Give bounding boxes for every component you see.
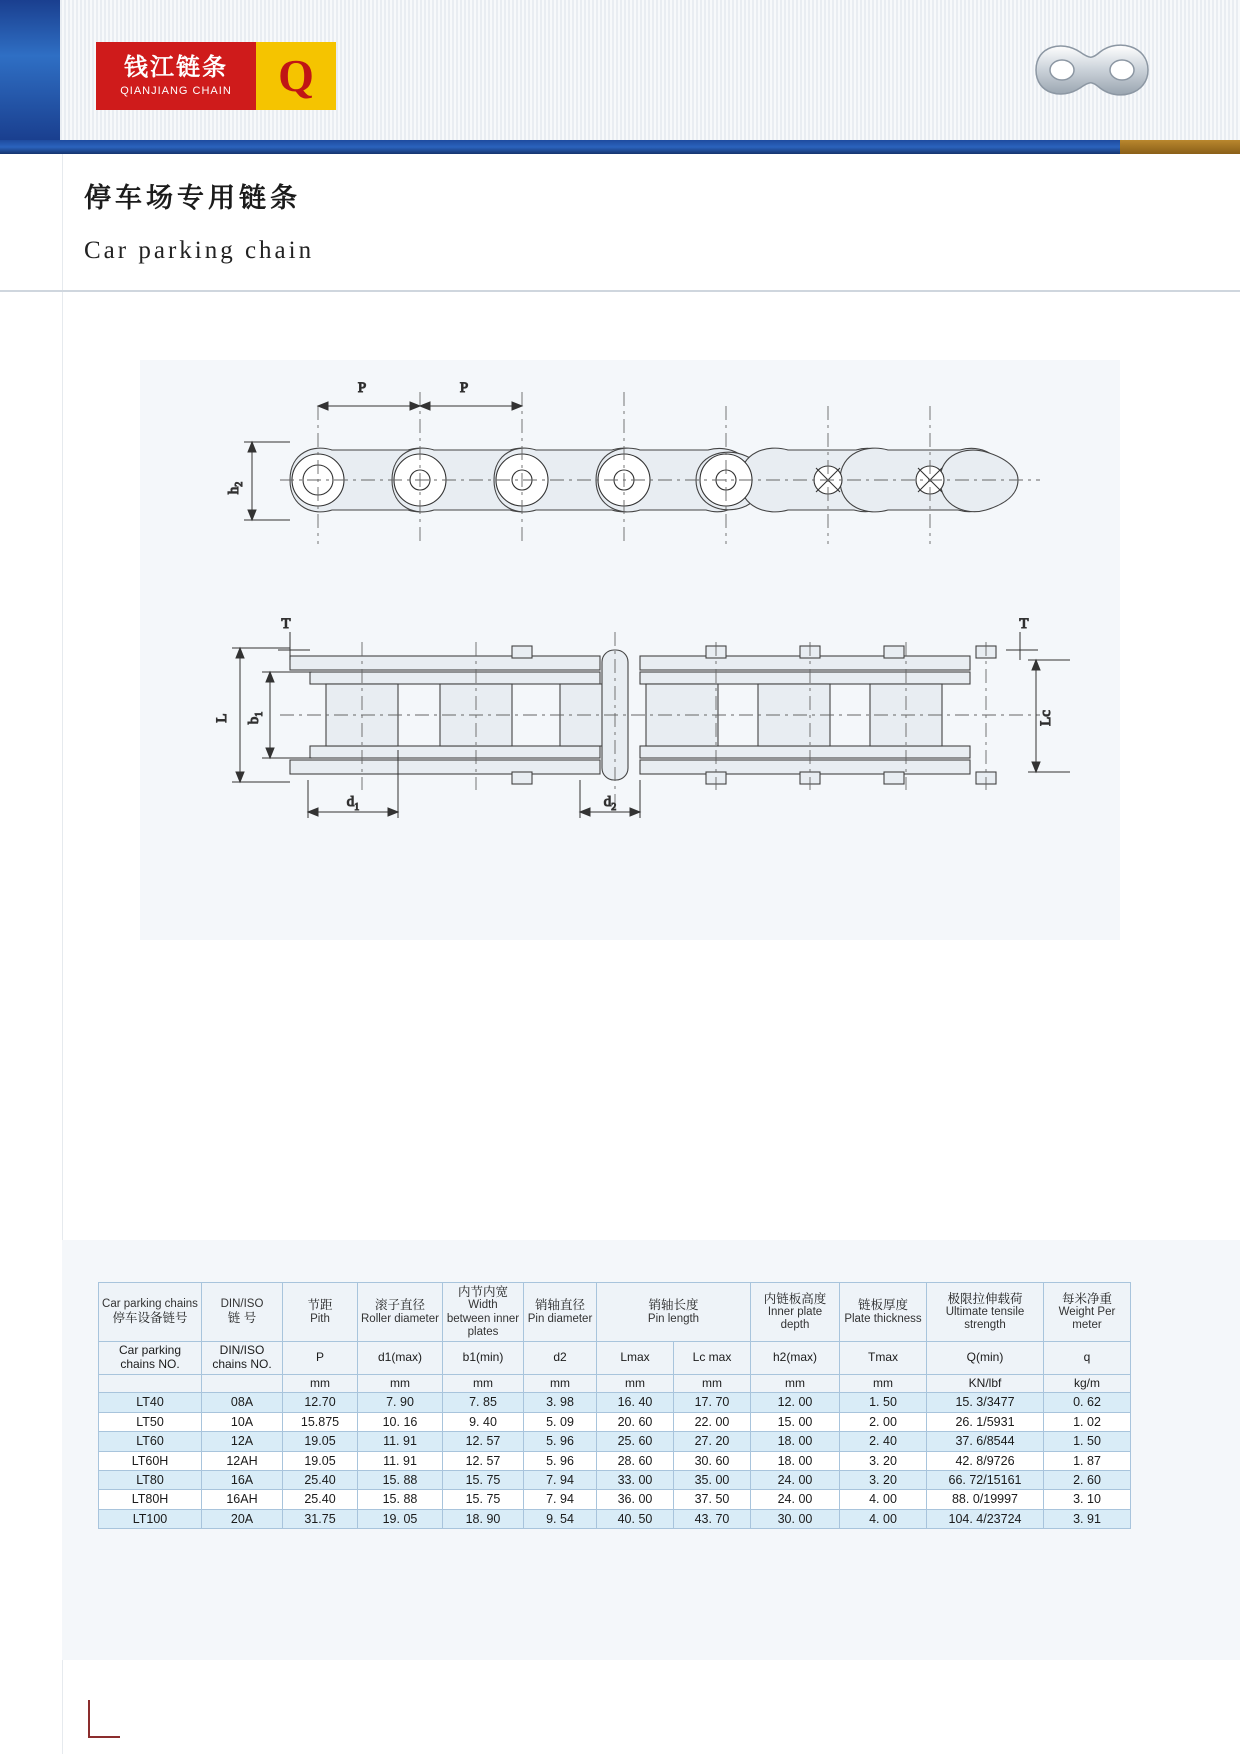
table-cell: 25. 60 (597, 1432, 674, 1451)
th-sym-10: Q(min) (927, 1342, 1044, 1375)
th-width-between-inner-plates: 内节内宽 Width between inner plates (443, 1283, 524, 1342)
table-cell: 16A (202, 1470, 283, 1489)
th-unit-3: mm (358, 1374, 443, 1393)
table-row (99, 1509, 1131, 1528)
table-cell: 20. 60 (597, 1412, 674, 1431)
table-cell: 27. 20 (674, 1432, 751, 1451)
table-cell: 31.75 (283, 1509, 358, 1528)
table-cell: LT50 (99, 1412, 202, 1431)
page-footer-mark (88, 1700, 120, 1738)
table-row (99, 1470, 1131, 1489)
table-cell: 9. 54 (524, 1509, 597, 1528)
th-sym-8: h2(max) (751, 1342, 840, 1375)
th-unit-5: mm (524, 1374, 597, 1393)
table-cell: 12. 00 (751, 1393, 840, 1412)
table-cell: 2. 40 (840, 1432, 927, 1451)
table-cell: LT60 (99, 1432, 202, 1451)
table-cell: 10. 16 (358, 1412, 443, 1431)
table-cell: 15. 88 (358, 1490, 443, 1509)
table-cell: 28. 60 (597, 1451, 674, 1470)
th-unit-2: mm (283, 1374, 358, 1393)
table-cell: 11. 91 (358, 1451, 443, 1470)
th-sym-3: d1(max) (358, 1342, 443, 1375)
dim-label-T-left: T (281, 616, 291, 632)
table-header-row-1 (99, 1283, 1131, 1342)
table-cell: 1. 87 (1044, 1451, 1131, 1470)
table-cell: 19. 05 (358, 1509, 443, 1528)
th-ultimate-tensile-strength: 极限拉伸载荷 Ultimate tensile strength (927, 1283, 1044, 1342)
table-cell: 11. 91 (358, 1432, 443, 1451)
table-cell: 43. 70 (674, 1509, 751, 1528)
table-cell: 17. 70 (674, 1393, 751, 1412)
dim-label-d1: $d_1$ (346, 794, 360, 813)
table-row (99, 1393, 1131, 1412)
table-cell: 26. 1/5931 (927, 1412, 1044, 1431)
table-cell: 18. 00 (751, 1432, 840, 1451)
table-body (99, 1393, 1131, 1529)
table-cell: 24. 00 (751, 1470, 840, 1489)
header-blue-bar (0, 0, 60, 140)
dim-label-p1: P (357, 380, 367, 396)
table-cell: 1. 50 (840, 1393, 927, 1412)
table-cell: 104. 4/23724 (927, 1509, 1044, 1528)
table-cell: 19.05 (283, 1432, 358, 1451)
table-head (99, 1283, 1131, 1393)
table-cell: 3. 98 (524, 1393, 597, 1412)
table-cell: LT80 (99, 1470, 202, 1489)
table-cell: 18. 00 (751, 1451, 840, 1470)
table-cell: 3. 91 (1044, 1509, 1131, 1528)
th-unit-10: KN/lbf (927, 1374, 1044, 1393)
table-cell: 1. 50 (1044, 1432, 1131, 1451)
table-cell: 66. 72/15161 (927, 1470, 1044, 1489)
table-row (99, 1432, 1131, 1451)
table-cell: 7. 90 (358, 1393, 443, 1412)
table-cell: 0. 62 (1044, 1393, 1131, 1412)
dim-label-Lc: Lc (1038, 710, 1054, 726)
table-cell: 15. 75 (443, 1470, 524, 1489)
logo-q-mark: Q (278, 50, 314, 101)
th-sym-5: d2 (524, 1342, 597, 1375)
th-unit-7: mm (674, 1374, 751, 1393)
th-unit-0 (99, 1374, 202, 1393)
logo-yellow-block (256, 42, 336, 110)
table-cell: 3. 10 (1044, 1490, 1131, 1509)
table-cell: 12A (202, 1432, 283, 1451)
table-cell: 7. 94 (524, 1470, 597, 1489)
table-cell: 20A (202, 1509, 283, 1528)
table-cell: LT60H (99, 1451, 202, 1470)
th-weight-per-meter: 每米净重 Weight Per meter (1044, 1283, 1131, 1342)
table-cell: 88. 0/19997 (927, 1490, 1044, 1509)
table-header-row-2 (99, 1342, 1131, 1375)
th-unit-4: mm (443, 1374, 524, 1393)
dim-label-T-right: T (1019, 616, 1029, 632)
dim-label-b1: $b_1$ (246, 711, 265, 725)
dim-label-L: L (214, 713, 230, 723)
table-cell: 08A (202, 1393, 283, 1412)
header-divider (0, 140, 1240, 154)
company-logo (96, 42, 336, 110)
th-unit-9: mm (840, 1374, 927, 1393)
table-cell: 15.875 (283, 1412, 358, 1431)
dim-label-p2: P (459, 380, 469, 396)
table-cell: 4. 00 (840, 1490, 927, 1509)
table-cell: 3. 20 (840, 1451, 927, 1470)
table-cell: 30. 60 (674, 1451, 751, 1470)
table-cell: 10A (202, 1412, 283, 1431)
logo-company-name-cn: 钱江链条 (124, 53, 228, 81)
th-sym-2: P (283, 1342, 358, 1375)
th-sym-0: Car parking chains NO. (99, 1342, 202, 1375)
table-cell: 19.05 (283, 1451, 358, 1470)
table-cell: 9. 40 (443, 1412, 524, 1431)
table-cell: 7. 85 (443, 1393, 524, 1412)
th-sym-6: Lmax (597, 1342, 674, 1375)
table-cell: LT40 (99, 1393, 202, 1412)
table-cell: 16. 40 (597, 1393, 674, 1412)
table-cell: 2. 60 (1044, 1470, 1131, 1489)
table-cell: 5. 09 (524, 1412, 597, 1431)
table-cell: 33. 00 (597, 1470, 674, 1489)
th-unit-1 (202, 1374, 283, 1393)
page-left-rail (0, 154, 63, 1754)
th-sym-1: DIN/ISO chains NO. (202, 1342, 283, 1375)
table-cell: 22. 00 (674, 1412, 751, 1431)
th-dinio-chains: DIN/ISO 链 号 (202, 1283, 283, 1342)
chain-specification-table (98, 1282, 1131, 1529)
table-cell: 30. 00 (751, 1509, 840, 1528)
logo-red-block (96, 42, 256, 110)
table-cell: 36. 00 (597, 1490, 674, 1509)
table-cell: 4. 00 (840, 1509, 927, 1528)
table-cell: 12.70 (283, 1393, 358, 1412)
page-title-cn: 停车场专用链条 (84, 183, 301, 213)
table-header-row-3 (99, 1374, 1131, 1393)
table-cell: LT100 (99, 1509, 202, 1528)
th-roller-diameter: 滚子直径 Roller diameter (358, 1283, 443, 1342)
table-cell: 15. 75 (443, 1490, 524, 1509)
table-cell: 15. 3/3477 (927, 1393, 1044, 1412)
page-title (84, 176, 314, 265)
th-pin-length: 销轴长度 Pin length (597, 1283, 751, 1342)
th-sym-4: b1(min) (443, 1342, 524, 1375)
th-sym-7: Lc max (674, 1342, 751, 1375)
table-cell: 7. 94 (524, 1490, 597, 1509)
th-unit-6: mm (597, 1374, 674, 1393)
th-car-parking-chains: Car parking chains 停车设备链号 (99, 1283, 202, 1342)
table-row (99, 1451, 1131, 1470)
th-unit-11: kg/m (1044, 1374, 1131, 1393)
table-cell: 3. 20 (840, 1470, 927, 1489)
table-cell: 15. 88 (358, 1470, 443, 1489)
table-cell: 18. 90 (443, 1509, 524, 1528)
chain-technical-drawing (140, 360, 1120, 940)
dim-label-h2: $h_2$ (226, 481, 245, 495)
th-sym-9: Tmax (840, 1342, 927, 1375)
th-unit-8: mm (751, 1374, 840, 1393)
table-cell: 25.40 (283, 1470, 358, 1489)
table-cell: 12AH (202, 1451, 283, 1470)
table-cell: 42. 8/9726 (927, 1451, 1044, 1470)
table-cell: 2. 00 (840, 1412, 927, 1431)
table-row (99, 1490, 1131, 1509)
th-pitch: 节距 Pith (283, 1283, 358, 1342)
table-cell: 5. 96 (524, 1451, 597, 1470)
dim-label-d2: $d_2$ (603, 794, 617, 813)
table-cell: 24. 00 (751, 1490, 840, 1509)
table-cell: 40. 50 (597, 1509, 674, 1528)
table-cell: 12. 57 (443, 1432, 524, 1451)
header-divider-accent (1120, 140, 1240, 154)
table-row (99, 1412, 1131, 1431)
table-cell: LT80H (99, 1490, 202, 1509)
table-cell: 5. 96 (524, 1432, 597, 1451)
table-cell: 1. 02 (1044, 1412, 1131, 1431)
th-inner-plate-depth: 内链板高度 Inner plate depth (751, 1283, 840, 1342)
title-underline (0, 290, 1240, 292)
chain-link-icon (1000, 30, 1180, 110)
page-header (0, 0, 1240, 141)
table-cell: 16AH (202, 1490, 283, 1509)
table-cell: 37. 50 (674, 1490, 751, 1509)
table-cell: 25.40 (283, 1490, 358, 1509)
th-sym-11: q (1044, 1342, 1131, 1375)
th-plate-thickness: 链板厚度 Plate thickness (840, 1283, 927, 1342)
table-cell: 12. 57 (443, 1451, 524, 1470)
page-title-en: Car parking chain (84, 237, 315, 264)
table-cell: 37. 6/8544 (927, 1432, 1044, 1451)
logo-company-name-en: QIANJIANG CHAIN (120, 85, 232, 98)
table-cell: 35. 00 (674, 1470, 751, 1489)
table-cell: 15. 00 (751, 1412, 840, 1431)
th-pin-diameter: 销轴直径 Pin diameter (524, 1283, 597, 1342)
